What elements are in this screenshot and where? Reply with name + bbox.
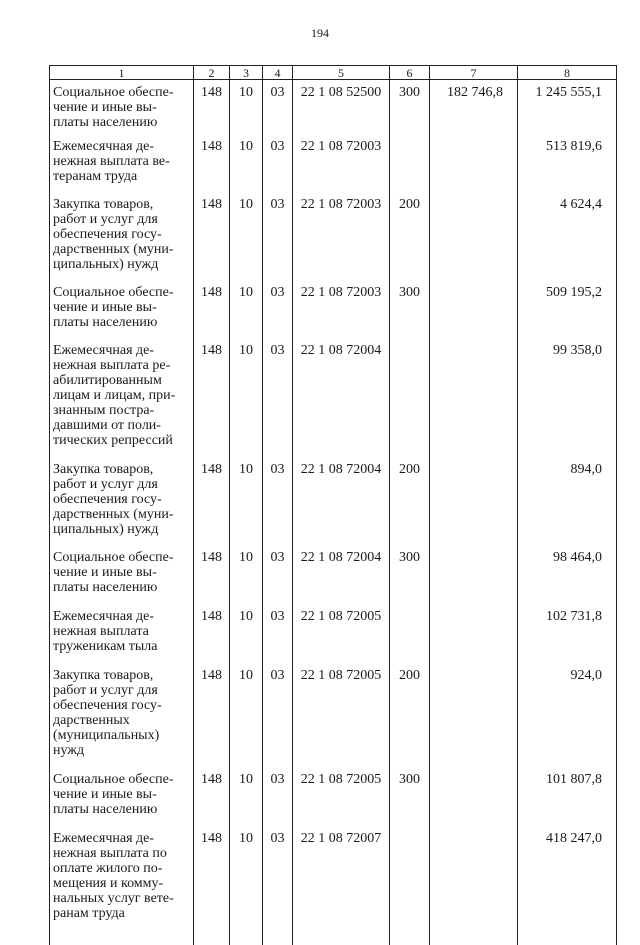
row-col6-cell: 200 bbox=[390, 668, 430, 772]
row-col5-cell: 22 1 08 72003 bbox=[293, 197, 390, 285]
column-header: 8 bbox=[518, 66, 617, 80]
row-name-line: мещения и комму- bbox=[53, 876, 191, 891]
row-name-line: нежная выплата bbox=[53, 624, 191, 639]
row-col8-cell: 1 245 555,1 bbox=[518, 80, 617, 140]
row-col2-cell: 148 bbox=[194, 80, 230, 140]
table-row bbox=[50, 197, 617, 285]
row-col3-cell: 10 bbox=[230, 139, 263, 197]
row-col4-cell: 03 bbox=[263, 197, 293, 285]
row-name-cell bbox=[50, 139, 194, 197]
row-col6-cell: 300 bbox=[390, 80, 430, 140]
row-col6-cell: 300 bbox=[390, 285, 430, 343]
row-name-line: дарственных (муни- bbox=[53, 507, 191, 522]
row-col6-cell: 300 bbox=[390, 772, 430, 831]
row-name-line: Социальное обеспе- bbox=[53, 285, 191, 300]
filler-cell bbox=[293, 921, 390, 945]
row-col7-cell bbox=[430, 285, 518, 343]
row-name-line: чение и иные вы- bbox=[53, 100, 191, 115]
row-name-line: чение и иные вы- bbox=[53, 565, 191, 580]
row-name-line: Ежемесячная де- bbox=[53, 831, 191, 846]
page-number: 194 bbox=[0, 26, 640, 41]
column-header: 3 bbox=[230, 66, 263, 80]
row-col6-cell bbox=[390, 343, 430, 462]
table-row bbox=[50, 80, 617, 140]
table-filler-row bbox=[50, 921, 617, 945]
row-name-line: обеспечения госу- bbox=[53, 227, 191, 242]
row-name-line: дарственных bbox=[53, 713, 191, 728]
row-col3-cell: 10 bbox=[230, 197, 263, 285]
row-name-line: чение и иные вы- bbox=[53, 787, 191, 802]
row-name-line: платы населению bbox=[53, 802, 191, 817]
row-col4-cell: 03 bbox=[263, 139, 293, 197]
row-col7-cell: 182 746,8 bbox=[430, 80, 518, 140]
row-col6-cell bbox=[390, 139, 430, 197]
row-col2-cell: 148 bbox=[194, 550, 230, 609]
row-col8-cell: 102 731,8 bbox=[518, 609, 617, 668]
row-name-line: работ и услуг для bbox=[53, 477, 191, 492]
row-col7-cell bbox=[430, 831, 518, 921]
row-name-line: нежная выплата по bbox=[53, 846, 191, 861]
column-header: 1 bbox=[50, 66, 194, 80]
row-name-line: дарственных (муни- bbox=[53, 242, 191, 257]
row-name-line: лицам и лицам, при- bbox=[53, 388, 191, 403]
table-row bbox=[50, 285, 617, 343]
row-col8-cell: 924,0 bbox=[518, 668, 617, 772]
row-col3-cell: 10 bbox=[230, 772, 263, 831]
row-col6-cell: 200 bbox=[390, 462, 430, 550]
row-col7-cell bbox=[430, 139, 518, 197]
row-name-cell bbox=[50, 197, 194, 285]
row-col7-cell bbox=[430, 668, 518, 772]
table-row bbox=[50, 550, 617, 609]
row-name-line: Социальное обеспе- bbox=[53, 772, 191, 787]
row-name-cell bbox=[50, 831, 194, 921]
row-col8-cell: 509 195,2 bbox=[518, 285, 617, 343]
row-name-line: платы населению bbox=[53, 580, 191, 595]
row-name-cell bbox=[50, 609, 194, 668]
row-col4-cell: 03 bbox=[263, 772, 293, 831]
column-header: 2 bbox=[194, 66, 230, 80]
column-header-row bbox=[50, 66, 617, 80]
row-col2-cell: 148 bbox=[194, 343, 230, 462]
table-row bbox=[50, 462, 617, 550]
row-col4-cell: 03 bbox=[263, 609, 293, 668]
column-header: 6 bbox=[390, 66, 430, 80]
budget-table bbox=[49, 65, 617, 945]
row-col8-cell: 99 358,0 bbox=[518, 343, 617, 462]
row-col4-cell: 03 bbox=[263, 462, 293, 550]
filler-cell bbox=[50, 921, 194, 945]
row-col6-cell bbox=[390, 831, 430, 921]
row-col5-cell: 22 1 08 72003 bbox=[293, 139, 390, 197]
row-name-line: Ежемесячная де- bbox=[53, 609, 191, 624]
row-col5-cell: 22 1 08 72003 bbox=[293, 285, 390, 343]
row-name-line: (муниципальных) bbox=[53, 728, 191, 743]
row-name-cell bbox=[50, 668, 194, 772]
row-col7-cell bbox=[430, 343, 518, 462]
row-name-line: тических репрессий bbox=[53, 433, 191, 448]
row-col5-cell: 22 1 08 72004 bbox=[293, 343, 390, 462]
row-name-line: Социальное обеспе- bbox=[53, 85, 191, 100]
row-col2-cell: 148 bbox=[194, 831, 230, 921]
row-name-line: работ и услуг для bbox=[53, 683, 191, 698]
row-name-line: ципальных) нужд bbox=[53, 257, 191, 272]
row-name-line: теранам труда bbox=[53, 169, 191, 184]
table-body bbox=[50, 80, 617, 945]
row-name-line: абилитированным bbox=[53, 373, 191, 388]
row-col2-cell: 148 bbox=[194, 668, 230, 772]
filler-cell bbox=[230, 921, 263, 945]
row-col5-cell: 22 1 08 72007 bbox=[293, 831, 390, 921]
table-row bbox=[50, 831, 617, 921]
row-col8-cell: 101 807,8 bbox=[518, 772, 617, 831]
row-col3-cell: 10 bbox=[230, 462, 263, 550]
row-col8-cell: 894,0 bbox=[518, 462, 617, 550]
column-header: 5 bbox=[293, 66, 390, 80]
row-col8-cell: 418 247,0 bbox=[518, 831, 617, 921]
table-row bbox=[50, 772, 617, 831]
row-col3-cell: 10 bbox=[230, 668, 263, 772]
table-row bbox=[50, 139, 617, 197]
row-name-line: обеспечения госу- bbox=[53, 492, 191, 507]
row-col5-cell: 22 1 08 72004 bbox=[293, 462, 390, 550]
row-col7-cell bbox=[430, 462, 518, 550]
row-col4-cell: 03 bbox=[263, 550, 293, 609]
row-col2-cell: 148 bbox=[194, 139, 230, 197]
row-col4-cell: 03 bbox=[263, 668, 293, 772]
column-header: 4 bbox=[263, 66, 293, 80]
row-name-cell bbox=[50, 80, 194, 140]
row-name-line: Социальное обеспе- bbox=[53, 550, 191, 565]
row-col5-cell: 22 1 08 72005 bbox=[293, 609, 390, 668]
row-col3-cell: 10 bbox=[230, 343, 263, 462]
table-row bbox=[50, 668, 617, 772]
column-header: 7 bbox=[430, 66, 518, 80]
row-col8-cell: 4 624,4 bbox=[518, 197, 617, 285]
row-name-line: ципальных) нужд bbox=[53, 522, 191, 537]
row-col6-cell: 300 bbox=[390, 550, 430, 609]
table-row bbox=[50, 343, 617, 462]
row-name-line: давшими от поли- bbox=[53, 418, 191, 433]
row-name-line: знанным постра- bbox=[53, 403, 191, 418]
row-name-line: платы населению bbox=[53, 315, 191, 330]
row-col4-cell: 03 bbox=[263, 80, 293, 140]
row-name-line: платы населению bbox=[53, 115, 191, 130]
row-col5-cell: 22 1 08 72004 bbox=[293, 550, 390, 609]
row-col6-cell: 200 bbox=[390, 197, 430, 285]
row-name-cell bbox=[50, 772, 194, 831]
row-name-cell bbox=[50, 343, 194, 462]
row-name-line: Закупка товаров, bbox=[53, 462, 191, 477]
row-name-cell bbox=[50, 285, 194, 343]
row-col5-cell: 22 1 08 72005 bbox=[293, 772, 390, 831]
row-col3-cell: 10 bbox=[230, 285, 263, 343]
row-col7-cell bbox=[430, 197, 518, 285]
row-col4-cell: 03 bbox=[263, 285, 293, 343]
row-col3-cell: 10 bbox=[230, 831, 263, 921]
row-name-line: Закупка товаров, bbox=[53, 668, 191, 683]
row-col3-cell: 10 bbox=[230, 80, 263, 140]
filler-cell bbox=[194, 921, 230, 945]
row-col2-cell: 148 bbox=[194, 462, 230, 550]
row-col7-cell bbox=[430, 609, 518, 668]
row-col8-cell: 98 464,0 bbox=[518, 550, 617, 609]
row-name-cell bbox=[50, 462, 194, 550]
row-col2-cell: 148 bbox=[194, 197, 230, 285]
row-col4-cell: 03 bbox=[263, 831, 293, 921]
row-name-line: нужд bbox=[53, 743, 191, 758]
row-col7-cell bbox=[430, 772, 518, 831]
table-row bbox=[50, 609, 617, 668]
row-name-line: Ежемесячная де- bbox=[53, 343, 191, 358]
row-col2-cell: 148 bbox=[194, 285, 230, 343]
row-col7-cell bbox=[430, 550, 518, 609]
row-name-line: нальных услуг вете- bbox=[53, 891, 191, 906]
row-col4-cell: 03 bbox=[263, 343, 293, 462]
row-name-line: Ежемесячная де- bbox=[53, 139, 191, 154]
row-col5-cell: 22 1 08 52500 bbox=[293, 80, 390, 140]
row-name-line: нежная выплата ве- bbox=[53, 154, 191, 169]
row-col5-cell: 22 1 08 72005 bbox=[293, 668, 390, 772]
filler-cell bbox=[430, 921, 518, 945]
row-name-line: оплате жилого по- bbox=[53, 861, 191, 876]
row-col2-cell: 148 bbox=[194, 772, 230, 831]
row-name-line: ранам труда bbox=[53, 906, 191, 921]
row-col3-cell: 10 bbox=[230, 550, 263, 609]
row-name-line: нежная выплата ре- bbox=[53, 358, 191, 373]
filler-cell bbox=[263, 921, 293, 945]
row-name-line: чение и иные вы- bbox=[53, 300, 191, 315]
row-name-line: обеспечения госу- bbox=[53, 698, 191, 713]
filler-cell bbox=[518, 921, 617, 945]
row-col6-cell bbox=[390, 609, 430, 668]
row-name-line: Закупка товаров, bbox=[53, 197, 191, 212]
filler-cell bbox=[390, 921, 430, 945]
row-name-line: работ и услуг для bbox=[53, 212, 191, 227]
row-name-line: труженикам тыла bbox=[53, 639, 191, 654]
row-col3-cell: 10 bbox=[230, 609, 263, 668]
row-col2-cell: 148 bbox=[194, 609, 230, 668]
row-name-cell bbox=[50, 550, 194, 609]
row-col8-cell: 513 819,6 bbox=[518, 139, 617, 197]
